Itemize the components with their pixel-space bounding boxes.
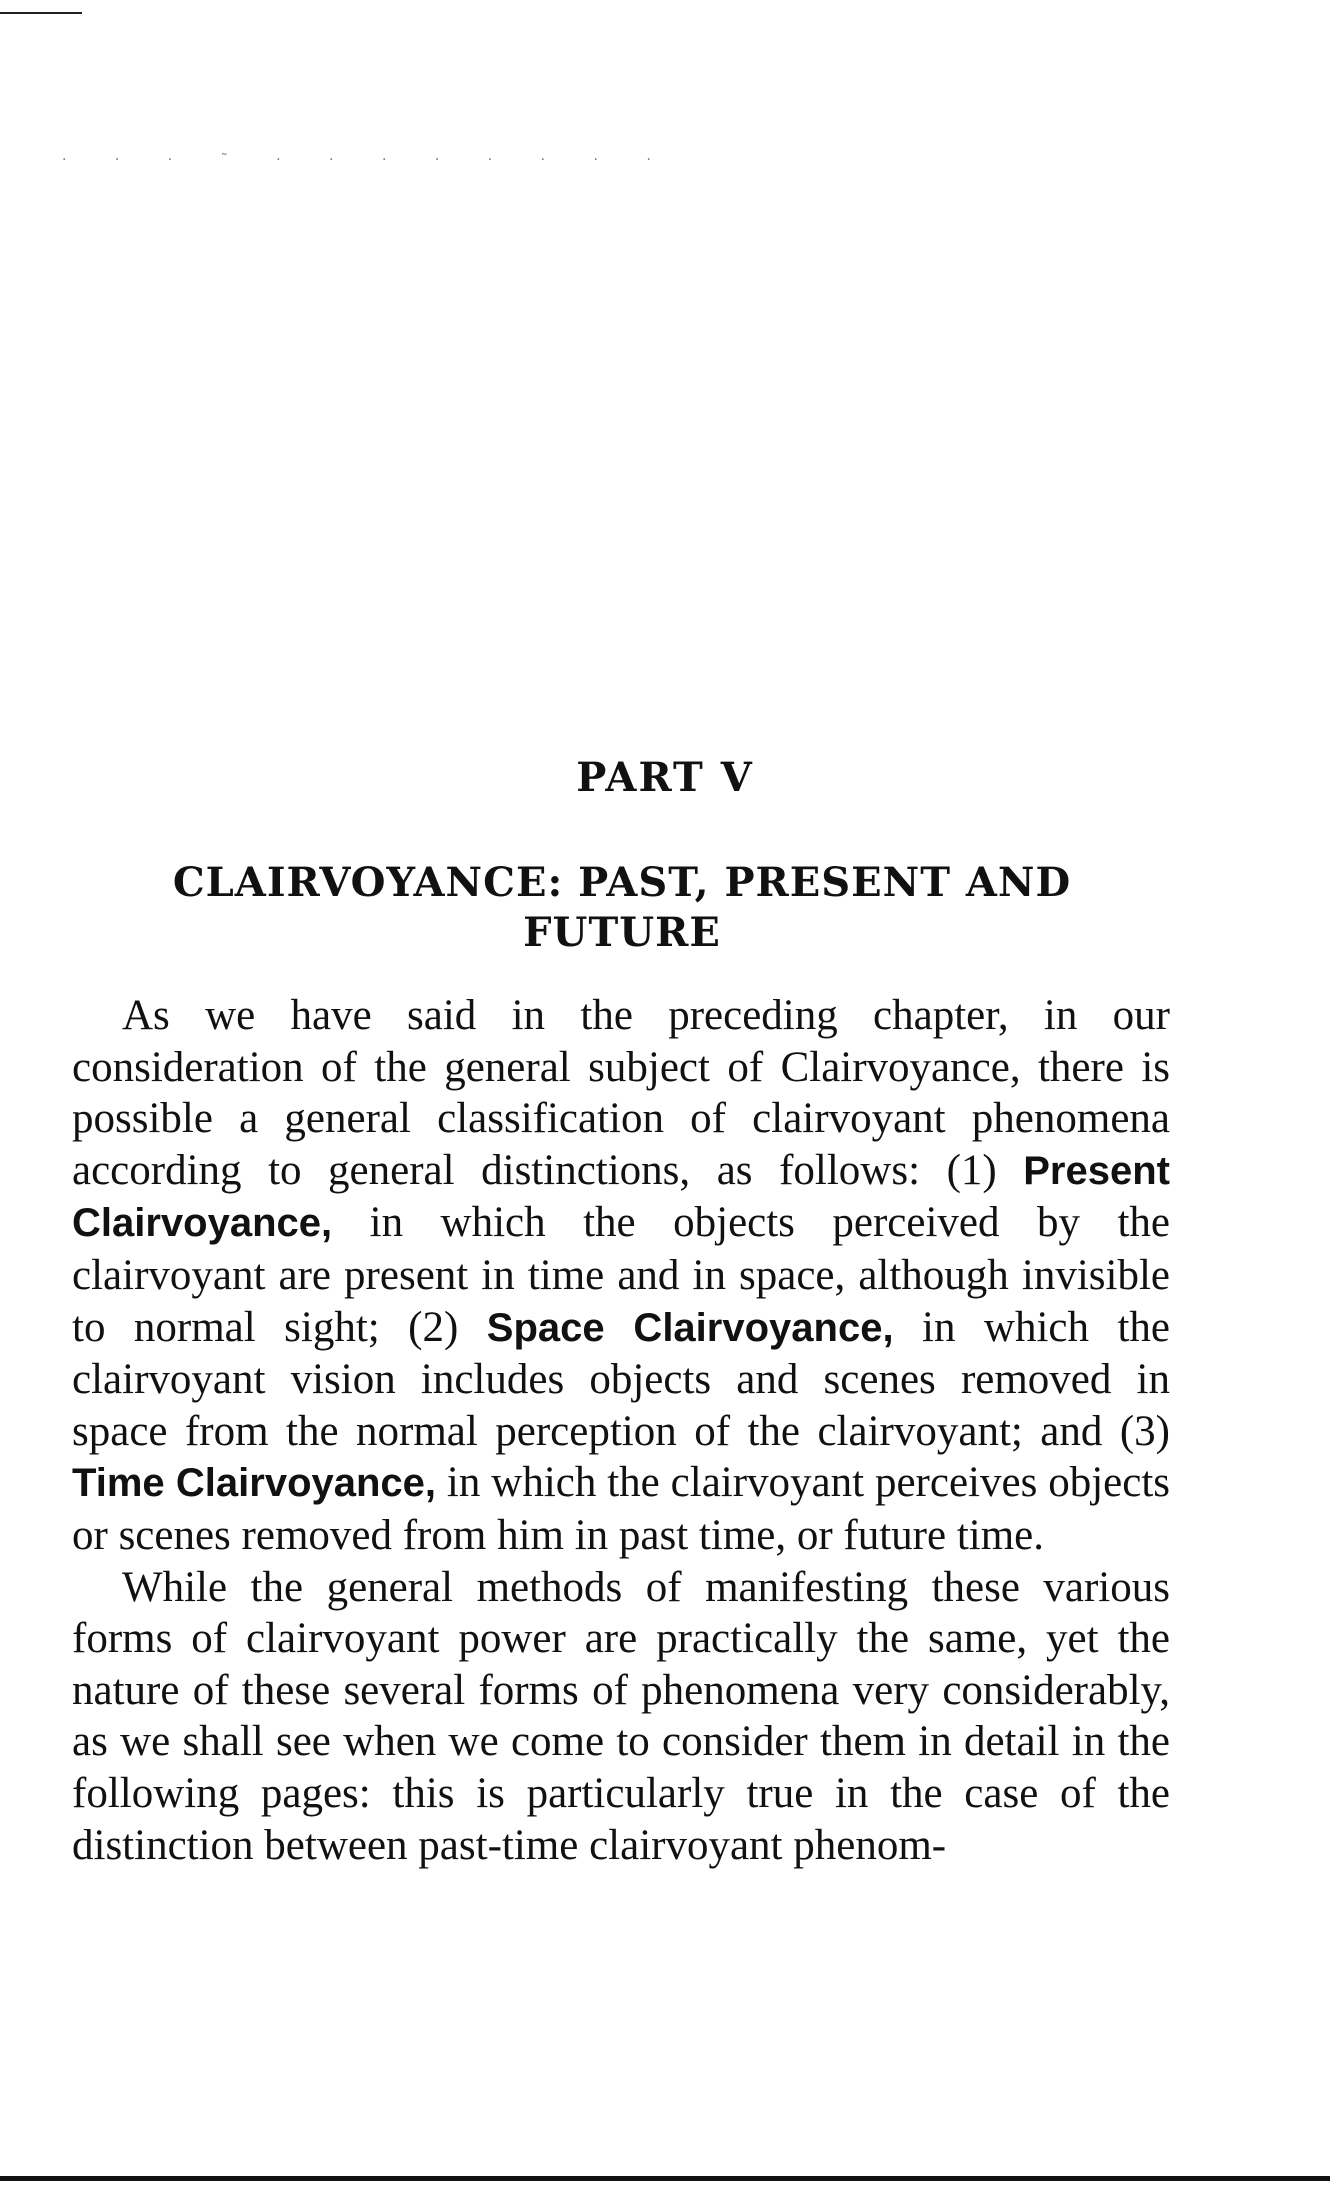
paragraph-1-text-a: As we have said in the preceding chapter, in our consideration of the general subject of Clairvoyance, there is possible a general classification of clairvoyant phenomena according to general distinctions, as follows: (1)	[72, 992, 1170, 1194]
space-clairvoyance-term: Space Clairvoyance,	[486, 1305, 894, 1350]
chapter-title: CLAIRVOYANCE: PAST, PRESENT AND FUTURE	[172, 859, 1072, 956]
scan-speckles: · · · ˜ · · · · · · · ·	[62, 152, 673, 168]
body-text	[72, 990, 1170, 1871]
part-heading: PART V	[576, 754, 754, 801]
present-clairvoyance-term: Present Clairvoyance,	[72, 1148, 1170, 1246]
paragraph-1-text-d: in which the clairvoyant perceives objects or scenes removed from him in past time, or future time.	[72, 1459, 1170, 1559]
top-edge-rule	[0, 12, 82, 14]
paragraph-1-text-c: in which the clairvoyant vision includes objects and scenes removed in space from the normal perception of the clairvoyant; and (3)	[72, 1303, 1170, 1455]
time-clairvoyance-term: Time Clairvoyance,	[72, 1461, 437, 1506]
paragraph-1-text-b: in which the objects perceived by the clairvoyant are present in time and in space, although invisible to normal sight; (2)	[72, 1199, 1170, 1351]
paragraph-2: While the general methods of manifesting these various forms of clairvoyant power are practically the same, yet the nature of these several forms of phenomena very considerably, as we shall see when we come to consider them in detail in the following pages: this is particularly true in the case of the distinction between past-time clairvoyant phenom-	[72, 1563, 1170, 1869]
bottom-edge-rule	[0, 2176, 1330, 2181]
paragraph-1	[72, 990, 1170, 1562]
